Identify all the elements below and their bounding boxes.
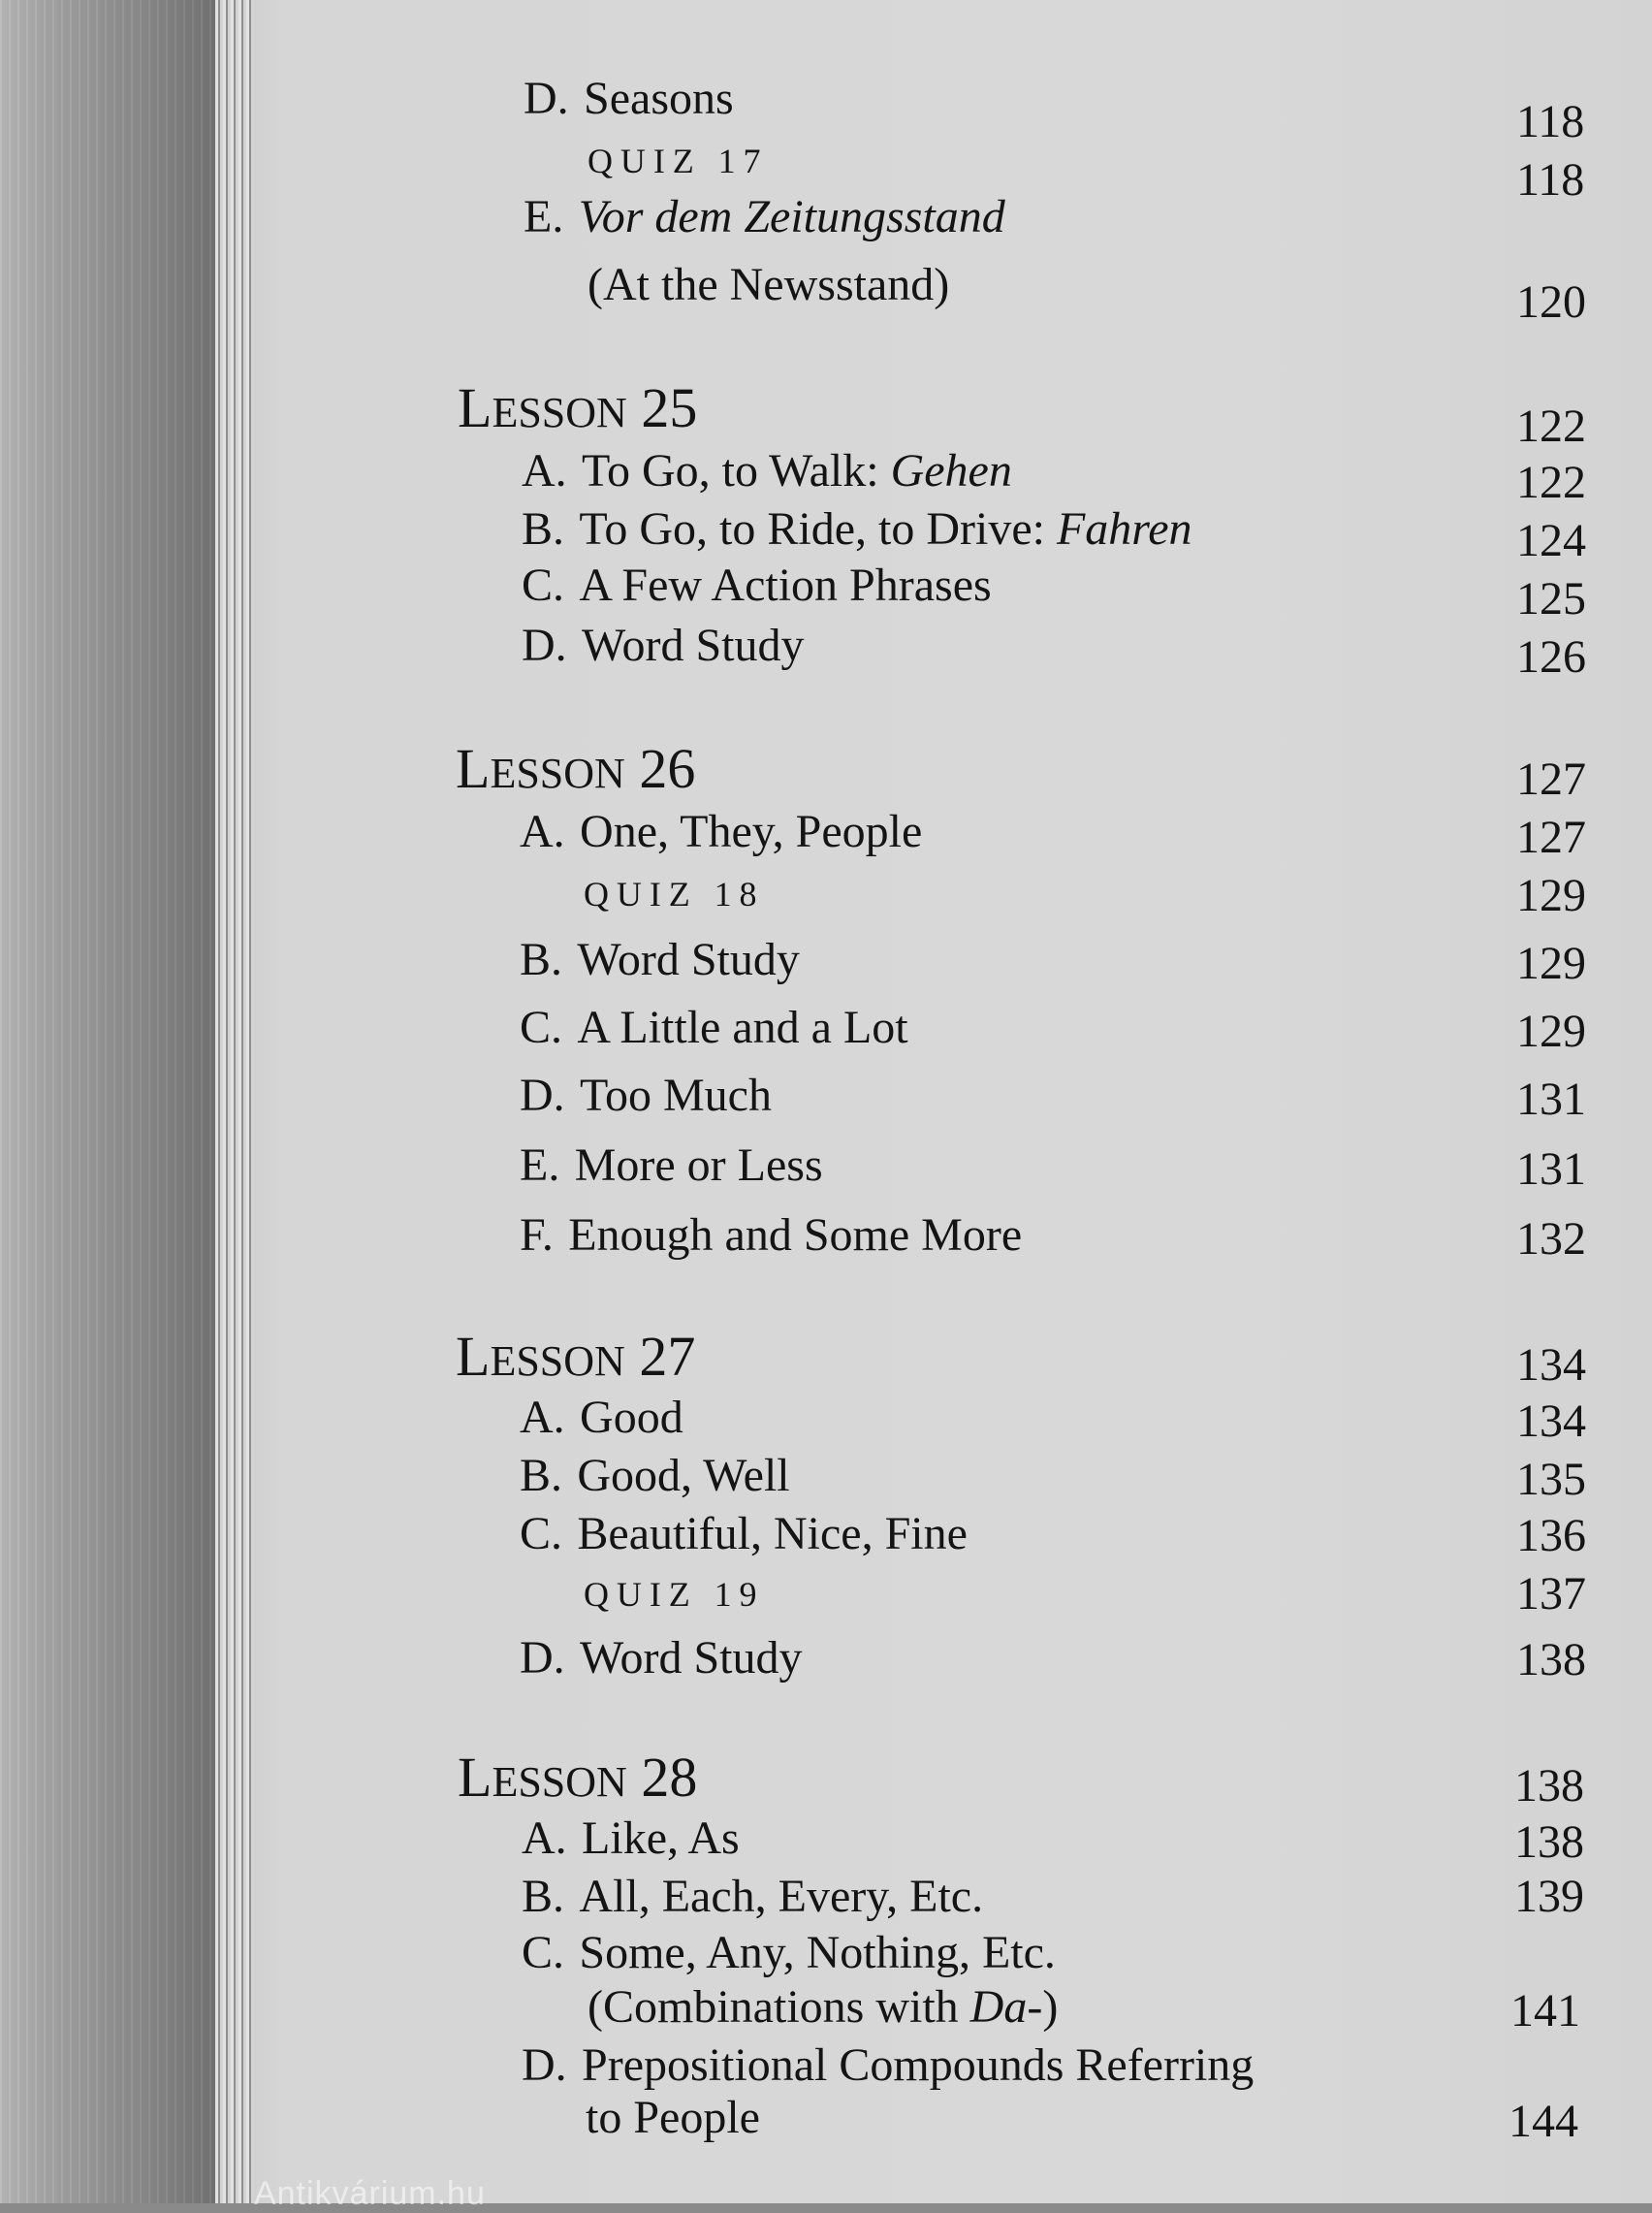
quiz-entry: QUIZ 18 xyxy=(584,875,765,914)
toc-entry-continuation: (At the Newsstand) xyxy=(588,259,950,310)
page-number: 141 xyxy=(1510,1985,1580,2037)
toc-entry-continuation: to People xyxy=(586,2092,760,2143)
page-number: 139 xyxy=(1514,1871,1584,1922)
toc-entry: E. More or Less xyxy=(520,1139,823,1191)
toc-entry: E. Vor dem Zeitungsstand xyxy=(524,191,1005,242)
lesson-heading: LESSON 25 xyxy=(458,376,698,439)
page-number: 120 xyxy=(1516,276,1586,328)
toc-entry: F. Enough and Some More xyxy=(520,1209,1023,1261)
page-number: 137 xyxy=(1516,1568,1586,1620)
page-number: 125 xyxy=(1516,573,1586,625)
quiz-entry: QUIZ 17 xyxy=(588,142,769,180)
page-number: 131 xyxy=(1516,1074,1586,1125)
toc-entry: D. Word Study xyxy=(520,1632,803,1684)
lesson-heading: LESSON 28 xyxy=(458,1746,698,1809)
toc-entry: C. A Little and a Lot xyxy=(520,1002,908,1053)
toc-entry: A. To Go, to Walk: Gehen xyxy=(522,445,1012,497)
page-number: 122 xyxy=(1516,457,1586,508)
page-number: 118 xyxy=(1516,96,1585,147)
page-number: 134 xyxy=(1516,1339,1586,1391)
watermark: Antikvárium.hu xyxy=(254,2175,486,2212)
page-number: 138 xyxy=(1514,1816,1584,1868)
page-number: 126 xyxy=(1516,631,1586,683)
toc-entry: D. Prepositional Compounds Referring xyxy=(522,2039,1255,2091)
toc-entry: A. Good xyxy=(520,1392,683,1443)
page-number: 129 xyxy=(1516,1006,1586,1057)
toc-entry: C. Some, Any, Nothing, Etc. xyxy=(522,1927,1056,1978)
page-number: 135 xyxy=(1516,1454,1586,1505)
page-number: 134 xyxy=(1516,1395,1586,1447)
toc-entry: C. Beautiful, Nice, Fine xyxy=(520,1508,968,1559)
quiz-entry: QUIZ 19 xyxy=(584,1575,765,1614)
page-number: 124 xyxy=(1516,515,1586,566)
toc-entry: B. To Go, to Ride, to Drive: Fahren xyxy=(522,503,1192,555)
page-number: 138 xyxy=(1514,1760,1584,1812)
page-number: 129 xyxy=(1516,870,1586,921)
toc-entry: A. One, They, People xyxy=(520,806,923,857)
page-number: 127 xyxy=(1516,754,1586,805)
page-number: 144 xyxy=(1509,2096,1578,2147)
lesson-heading: LESSON 26 xyxy=(456,737,696,800)
toc-entry: C. A Few Action Phrases xyxy=(522,560,992,611)
toc-entry: D. Seasons xyxy=(524,73,734,124)
toc-entry: B. Good, Well xyxy=(520,1450,790,1501)
page-number: 118 xyxy=(1516,154,1585,206)
toc-entry: A. Like, As xyxy=(522,1812,740,1864)
page-number: 127 xyxy=(1516,812,1586,863)
page-number: 138 xyxy=(1516,1634,1586,1685)
toc-entry-continuation: (Combinations with Da-) xyxy=(588,1981,1059,2033)
lesson-heading: LESSON 27 xyxy=(456,1325,696,1388)
toc-entry: B. Word Study xyxy=(520,934,800,985)
page-number: 136 xyxy=(1516,1510,1586,1561)
page-number: 132 xyxy=(1516,1213,1586,1265)
toc-entry: D. Too Much xyxy=(520,1070,772,1121)
page-number: 131 xyxy=(1516,1143,1586,1195)
toc-entry: D. Word Study xyxy=(522,620,805,671)
toc-entry: B. All, Each, Every, Etc. xyxy=(522,1871,984,1922)
page-number: 129 xyxy=(1516,938,1586,989)
page-number: 122 xyxy=(1516,401,1586,452)
